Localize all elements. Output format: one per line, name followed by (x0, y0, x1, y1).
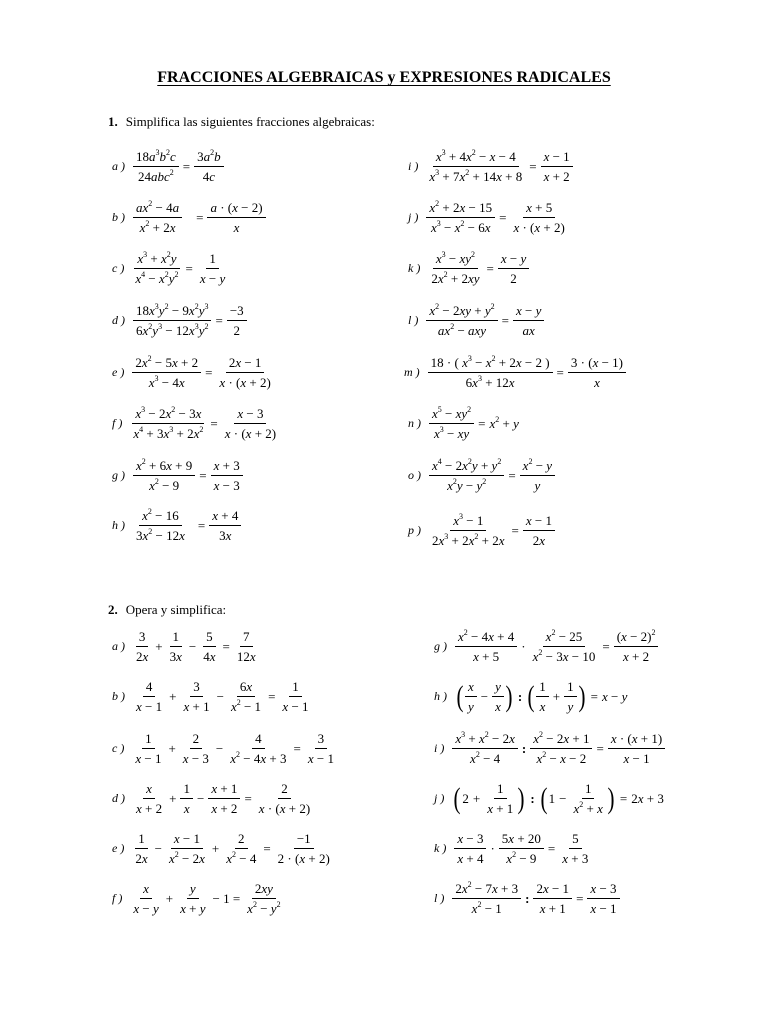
exercise-1d: d ) $\frac{18x^3y^2 - 9x^2y^3}{6x^2y^3 - 12x^3y^2}$ = $\frac{-3}{2}$ (112, 302, 247, 339)
section1-heading (108, 114, 375, 130)
exercise-2d: d ) $\frac{x}{x + 2}$ + $\frac{1}{x}$ − $\frac{x + 1}{x + 2}$ = $\frac{2}{x \cdot (x + 2)}$ (112, 781, 311, 816)
page-title: FRACCIONES ALGEBRAICAS y EXPRESIONES RADICALES (157, 69, 611, 86)
exercise-2b: b ) $\frac{4}{x - 1}$ + $\frac{3}{x + 1}$ − $\frac{6x}{x^2 - 1}$ = $\frac{1}{x - 1}$ (112, 679, 309, 714)
section2-number: 2. (108, 602, 118, 617)
exercise-1g: g ) $\frac{x^2 + 6x + 9}{x^2 - 9}$ = $\frac{x + 3}{x - 3}$ (112, 457, 243, 494)
exercise-1p: p ) $\frac{x^3 - 1}{2x^3 + 2x^2 + 2x}$ = $\frac{x - 1}{2x}$ (408, 512, 555, 549)
exercise-1j: j ) $\frac{x^2 + 2x - 15}{x^3 - x^2 - 6x}$ = $\frac{x + 5}{x \cdot (x + 2)}$ (408, 199, 565, 235)
exercise-2i: i ) $\frac{x^3 + x^2 - 2x}{x^2 - 4}$ : $\frac{x^2 - 2x + 1}{x^2 - x - 2}$ = $\frac{x \cdot (x + 1)}{x - 1}$ (434, 730, 665, 767)
section1-number: 1. (108, 114, 118, 129)
exercise-1c: c ) $\frac{x^3 + x^2y}{x^4 - x^2y^2}$ = $\frac{1}{x - y}$ (112, 250, 226, 286)
exercise-2j: j ) ( 2 + $\frac{1}{x + 1}$ ) : ( 1 − $\frac{1}{x^2 + x}$ ) = 2x + 3 (434, 781, 664, 816)
exercise-2e: e ) $\frac{1}{2x}$ − $\frac{x - 1}{x^2 - 2x}$ + $\frac{2}{x^2 - 4}$ = $\frac{-1}{2 \cdot (x + 2)}$ (112, 831, 330, 866)
section2-instruction: Opera y simplifica: (125, 602, 227, 617)
exercise-2k: k ) $\frac{x - 3}{x + 4}$ · $\frac{5x + 20}{x^2 - 9}$ = $\frac{5}{x + 3}$ (434, 831, 589, 866)
exercise-2h: h ) ( $\frac{x}{y}$ − $\frac{y}{x}$ ) : ( $\frac{1}{x}$ + $\frac{1}{y}$ ) = x − y (434, 679, 628, 714)
exercise-1f: f ) $\frac{x^3 - 2x^2 - 3x}{x^4 + 3x^3 + 2x^2}$ = $\frac{x - 3}{x \cdot (x + 2)}$ (112, 405, 277, 441)
exercise-1b: b ) $\frac{ax^2 - 4a}{x^2 + 2x}$ = $\frac{a \cdot (x - 2)}{x}$ (112, 199, 266, 236)
exercise-2a: a ) $\frac{3}{2x}$ + $\frac{1}{3x}$ − $\frac{5}{4x}$ = $\frac{7}{12x}$ (112, 629, 256, 664)
exercise-1l: l ) $\frac{x^2 - 2xy + y^2}{ax^2 - axy}$ = $\frac{x - y}{ax}$ (408, 302, 544, 339)
exercise-1o: o ) $\frac{x^4 - 2x^2y + y^2}{x^2y - y^2}$ = $\frac{x^2 - y}{y}$ (408, 457, 555, 494)
section2-heading (108, 602, 226, 618)
exercise-2l: l ) $\frac{2x^2 - 7x + 3}{x^2 - 1}$ : $\frac{2x - 1}{x + 1}$ = $\frac{x - 3}{x - 1}$ (434, 880, 620, 917)
exercise-1h: h ) $\frac{x^2 - 16}{3x^2 - 12x}$ = $\frac{x + 4}{3x}$ (112, 507, 241, 544)
exercise-1e: e ) $\frac{2x^2 - 5x + 2}{x^3 - 4x}$ = $\frac{2x - 1}{x \cdot (x + 2)}$ (112, 354, 271, 390)
exercise-1m: m ) $\frac{18 \cdot ( x^3 - x^2 + 2x - 2 )}{6x^3 + 12x}$ = $\frac{3 \cdot (x - 1)}{x}$ (404, 354, 626, 391)
exercise-1a: a ) $\frac{18a^3b^2c}{24abc^2}$ = $\frac{3a^2b}{4c}$ (112, 148, 224, 185)
exercise-2c: c ) $\frac{1}{x - 1}$ + $\frac{2}{x - 3}$ − $\frac{4}{x^2 - 4x + 3}$ = $\frac{3}{x - 1}$ (112, 731, 334, 766)
exercise-1n: n ) $\frac{x^5 - xy^2}{x^3 - xy}$ = $x^2 + y$ (408, 405, 519, 441)
exercise-1k: k ) $\frac{x^3 - xy^2}{2x^2 + 2xy}$ = $\frac{x - y}{2}$ (408, 250, 529, 287)
exercise-1i: i ) $\frac{x^3 + 4x^2 - x - 4}{x^3 + 7x^2 + 14x + 8}$ = $\frac{x - 1}{x + 2}$ (408, 148, 573, 185)
section1-instruction: Simplifica las siguientes fracciones algebraicas: (125, 114, 375, 129)
exercise-2g: g ) $\frac{x^2 - 4x + 4}{x + 5}$ · $\frac{x^2 - 25}{x^2 - 3x - 10}$ = $\frac{(x - 2)^2}{x + 2}$ (434, 628, 658, 665)
exercise-2f: f ) $\frac{x}{x - y}$ + $\frac{y}{x + y}$ − 1 = $\frac{2xy}{x^2 - y^2}$ (112, 881, 281, 916)
